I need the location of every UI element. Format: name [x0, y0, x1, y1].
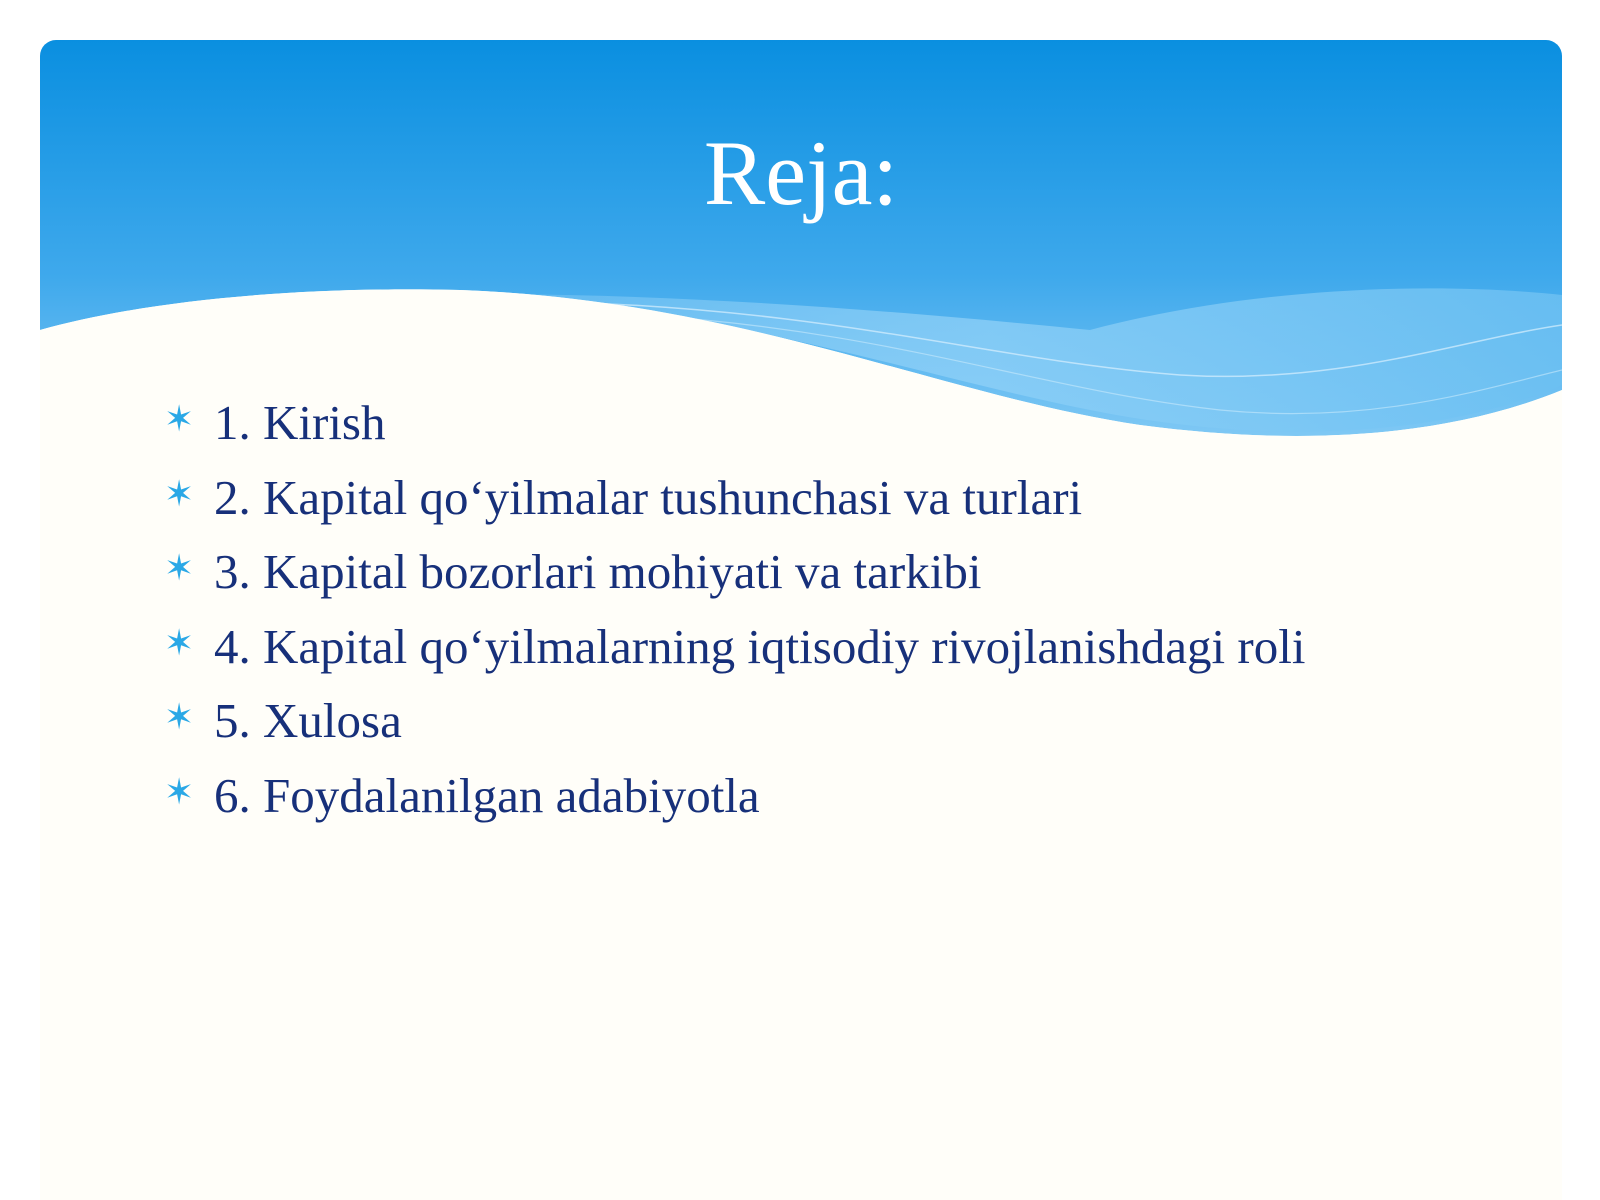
agenda-item-text: 6. Foydalanilgan adabiyotla	[214, 767, 760, 823]
agenda-item	[164, 614, 1305, 689]
star-bullet-icon: ✶	[164, 771, 195, 813]
slide-title: Reja:	[703, 122, 899, 224]
star-bullet-icon: ✶	[164, 473, 195, 515]
star-bullet-icon: ✶	[164, 697, 195, 738]
agenda-item-text: 2. Kapital qo‘yilmalar tushunchasi va turlari	[214, 469, 1083, 525]
agenda-item	[164, 390, 1305, 465]
agenda-item	[164, 539, 1305, 614]
agenda-item-text: 1. Kirish	[214, 395, 386, 450]
agenda-item-text: 3. Kapital bozorlari mohiyati va tarkibi	[214, 544, 982, 599]
star-bullet-icon: ✶	[164, 548, 195, 589]
agenda-list	[164, 390, 1305, 837]
agenda-item	[164, 688, 1305, 763]
agenda-item-text: 5. Xulosa	[214, 693, 402, 748]
star-bullet-icon: ✶	[164, 622, 195, 664]
slide	[40, 40, 1562, 1200]
agenda-item	[164, 763, 1305, 838]
agenda-item	[164, 465, 1305, 540]
star-bullet-icon: ✶	[164, 399, 195, 440]
agenda-item-text: 4. Kapital qo‘yilmalarning iqtisodiy rivojlanishdagi roli	[214, 618, 1306, 674]
